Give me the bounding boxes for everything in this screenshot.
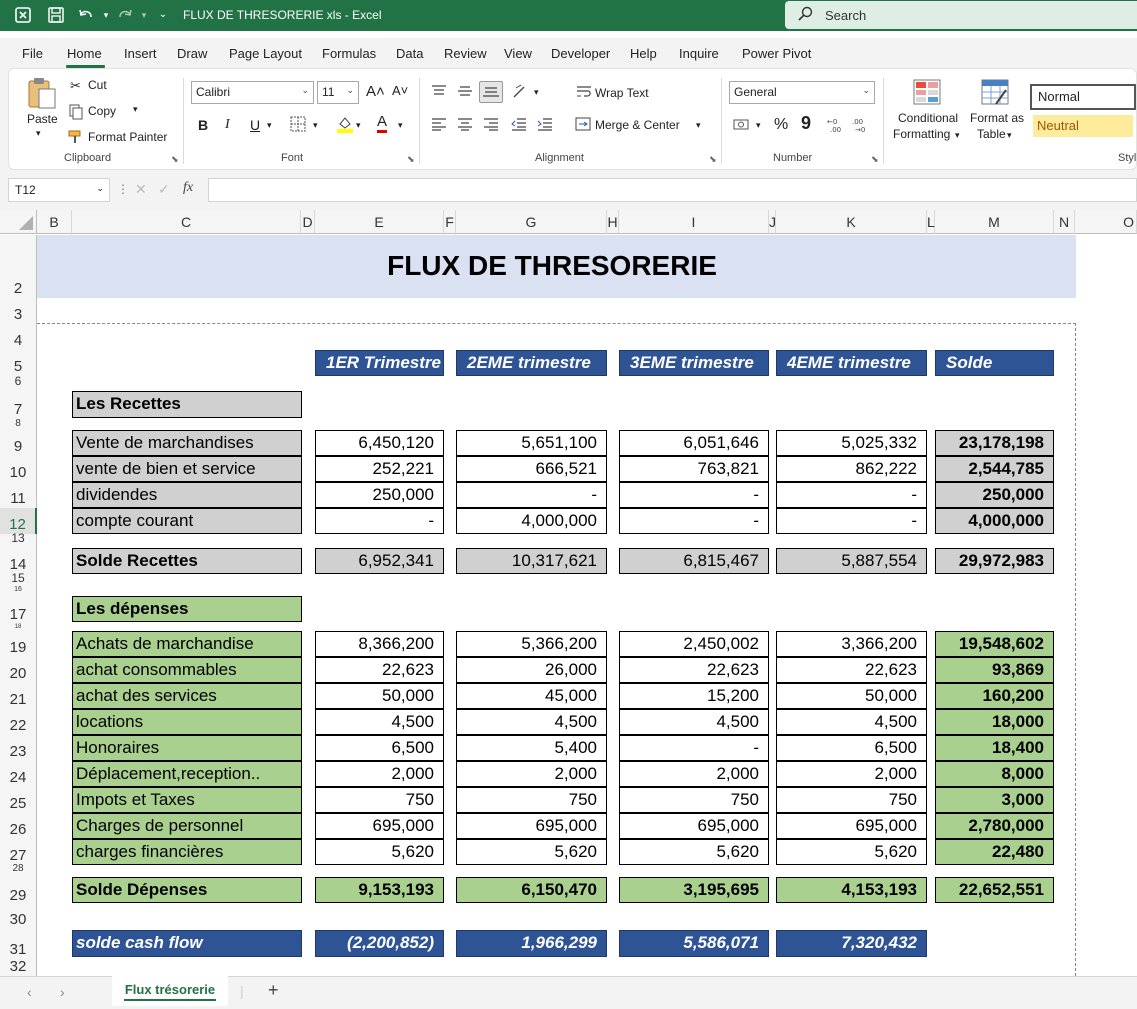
depense-q3[interactable]: 695,000 [619, 813, 769, 839]
depense-label[interactable]: Honoraires [72, 735, 302, 761]
title-bar [0, 0, 1137, 31]
tab-divider: | [240, 983, 244, 999]
borders-dropdown-icon[interactable]: ▾ [313, 120, 318, 130]
depense-label[interactable]: Déplacement,reception.. [72, 761, 302, 787]
depense-q4[interactable]: 22,623 [776, 657, 927, 683]
depense-solde[interactable]: 22,480 [935, 839, 1054, 865]
row-header[interactable]: 25 [0, 787, 37, 813]
number-format-value: General [734, 85, 777, 99]
depense-q1[interactable]: 695,000 [315, 813, 444, 839]
search-icon [797, 6, 813, 25]
recette-q2[interactable]: 4,000,000 [456, 508, 607, 534]
depense-solde[interactable]: 93,869 [935, 657, 1054, 683]
depense-q4[interactable]: 2,000 [776, 761, 927, 787]
font-name-value: Calibri [196, 85, 231, 99]
cash-flow-q1[interactable]: (2,200,852) [315, 930, 444, 957]
svg-text:.00: .00 [830, 126, 842, 134]
borders-icon[interactable] [290, 116, 306, 135]
save-icon[interactable] [47, 6, 65, 24]
cut-button[interactable]: Cut [88, 78, 107, 92]
solde-recettes-q2[interactable]: 10,317,621 [456, 548, 607, 574]
recette-q4[interactable]: - [776, 482, 927, 508]
active-sheet-indicator [124, 999, 216, 1001]
column-header-j[interactable]: J [769, 210, 776, 234]
row-header[interactable]: 27 [0, 839, 37, 865]
chevron-down-icon: ⌄ [346, 85, 354, 95]
copy-icon[interactable] [68, 104, 84, 123]
depense-q3[interactable]: 4,500 [619, 709, 769, 735]
recette-q3[interactable]: 6,051,646 [619, 430, 769, 456]
fill-color-dropdown-icon[interactable]: ▾ [356, 120, 361, 130]
depense-q2[interactable]: 750 [456, 787, 607, 813]
depense-q1[interactable]: 5,620 [315, 839, 444, 865]
recette-label[interactable]: compte courant [72, 508, 302, 534]
solde-depenses-label[interactable]: Solde Dépenses [72, 877, 302, 903]
row-header[interactable]: 14 [0, 546, 37, 574]
wrap-text-button[interactable]: Wrap Text [595, 86, 649, 100]
row-header[interactable]: 10 [0, 456, 37, 482]
recette-label[interactable]: vente de bien et service [72, 456, 302, 482]
excel-logo-icon [14, 6, 32, 24]
recette-q1[interactable]: 252,221 [315, 456, 444, 482]
clipboard-launcher-icon[interactable]: ⬊ [171, 154, 179, 164]
format-painter-icon[interactable] [68, 130, 84, 147]
clipboard-group-label: Clipboard [64, 152, 112, 164]
column-header-n[interactable]: N [1054, 210, 1075, 234]
paste-label[interactable]: Paste [27, 112, 58, 126]
menu-power-pivot[interactable]: Power Pivot [742, 46, 812, 61]
cash-flow-q2[interactable]: 1,966,299 [456, 930, 607, 957]
depense-solde[interactable]: 3,000 [935, 787, 1054, 813]
redo-icon[interactable] [116, 6, 134, 24]
column-header-d[interactable]: D [301, 210, 315, 234]
paste-dropdown-icon[interactable]: ▾ [36, 128, 41, 138]
depense-q3[interactable]: 2,450,002 [619, 631, 769, 657]
grow-font-button[interactable]: A˄ [366, 83, 385, 100]
column-header-b[interactable]: B [37, 210, 72, 234]
row-header[interactable]: 15 [0, 574, 37, 586]
column-header-h[interactable]: H [607, 210, 619, 234]
column-header-k[interactable]: K [776, 210, 927, 234]
depense-q1[interactable]: 750 [315, 787, 444, 813]
recette-q1[interactable]: - [315, 508, 444, 534]
row-header[interactable]: 17 [0, 594, 37, 624]
accounting-format-icon[interactable] [733, 117, 751, 134]
row-header[interactable]: 16 [0, 586, 37, 594]
name-box-value: T12 [15, 183, 36, 197]
chevron-down-icon: ⌄ [862, 85, 870, 95]
align-bottom-icon[interactable] [479, 81, 503, 103]
previous-sheet-icon[interactable]: ‹ [27, 984, 32, 1000]
format-as-table-label-2[interactable]: Table [977, 127, 1006, 141]
menu-view[interactable]: View [504, 46, 532, 61]
search-placeholder: Search [825, 8, 867, 23]
row-header[interactable]: 13 [0, 534, 37, 546]
page-break-line [37, 323, 1076, 324]
cash-flow-q3[interactable]: 5,586,071 [619, 930, 769, 957]
menu-inquire[interactable]: Inquire [679, 46, 719, 61]
ribbon-separator [183, 78, 184, 164]
align-right-icon[interactable] [483, 117, 499, 134]
solde-recettes-total[interactable]: 29,972,983 [935, 548, 1054, 574]
row-header[interactable]: 23 [0, 735, 37, 761]
recette-q2[interactable]: 5,651,100 [456, 430, 607, 456]
row-header[interactable]: 9 [0, 430, 37, 456]
depense-q2[interactable]: 26,000 [456, 657, 607, 683]
conditional-formatting-icon[interactable] [912, 78, 942, 109]
svg-text:→0: →0 [855, 126, 866, 134]
recette-q2[interactable]: 666,521 [456, 456, 607, 482]
row-header[interactable]: 8 [0, 419, 37, 430]
depense-q1[interactable]: 22,623 [315, 657, 444, 683]
name-box[interactable] [8, 178, 110, 202]
depense-q1[interactable]: 50,000 [315, 683, 444, 709]
row-header[interactable]: 6 [0, 376, 37, 389]
depense-q1[interactable]: 6,500 [315, 735, 444, 761]
recette-solde[interactable]: 2,544,785 [935, 456, 1054, 482]
row-header[interactable]: 4 [0, 324, 37, 350]
cash-flow-q4[interactable]: 7,320,432 [776, 930, 927, 957]
font-color-dropdown-icon[interactable]: ▾ [398, 120, 403, 130]
next-sheet-icon[interactable]: › [60, 984, 65, 1000]
recette-q2[interactable]: - [456, 482, 607, 508]
merge-center-button[interactable]: Merge & Center [595, 118, 680, 132]
depense-label[interactable]: achat des services [72, 683, 302, 709]
sheet-tab-label: Flux trésorerie [124, 982, 216, 997]
column-header-f[interactable]: F [444, 210, 456, 234]
depense-q3[interactable]: 5,620 [619, 839, 769, 865]
recette-label[interactable]: dividendes [72, 482, 302, 508]
conditional-formatting-dropdown-icon[interactable]: ▾ [955, 130, 960, 140]
menu-data[interactable]: Data [396, 46, 424, 61]
solde-recettes-q4[interactable]: 5,887,554 [776, 548, 927, 574]
recettes-title[interactable]: Les Recettes [72, 391, 302, 418]
column-header-m[interactable]: M [935, 210, 1054, 234]
depense-solde[interactable]: 19,548,602 [935, 631, 1054, 657]
align-middle-icon[interactable] [457, 84, 473, 101]
number-group-label: Number [773, 152, 813, 164]
depense-solde[interactable]: 2,780,000 [935, 813, 1054, 839]
svg-text:.00: .00 [852, 118, 864, 126]
depense-q4[interactable]: 695,000 [776, 813, 927, 839]
depense-solde[interactable]: 18,400 [935, 735, 1054, 761]
depense-label[interactable]: Charges de personnel [72, 813, 302, 839]
cancel-icon[interactable]: ✕ [135, 181, 147, 197]
font-size-select[interactable] [317, 81, 359, 104]
solde-recettes-q3[interactable]: 6,815,467 [619, 548, 769, 574]
solde-depenses-q2[interactable]: 6,150,470 [456, 877, 607, 903]
conditional-formatting-label-2[interactable]: Formatting [893, 127, 951, 141]
format-painter-button[interactable]: Format Painter [88, 130, 168, 144]
row-header-active[interactable]: 12 [0, 508, 37, 534]
ribbon-separator [419, 78, 420, 164]
conditional-formatting-label-1[interactable]: Conditional [898, 111, 959, 125]
add-sheet-button[interactable]: + [268, 980, 279, 1000]
orientation-dropdown-icon[interactable]: ▾ [534, 87, 539, 97]
format-as-table-icon[interactable] [980, 78, 1010, 109]
align-left-icon[interactable] [431, 117, 447, 134]
solde-depenses-q3[interactable]: 3,195,695 [619, 877, 769, 903]
font-size-value: 11 [322, 85, 335, 99]
depenses-title[interactable]: Les dépenses [72, 596, 302, 622]
depense-solde[interactable]: 18,000 [935, 709, 1054, 735]
row-header[interactable]: 28 [0, 865, 37, 875]
depense-q4[interactable]: 5,620 [776, 839, 927, 865]
column-header-l[interactable]: L [927, 210, 935, 234]
solde-recettes-label[interactable]: Solde Recettes [72, 548, 302, 574]
orientation-icon[interactable] [512, 83, 530, 102]
menu-developer[interactable]: Developer [551, 46, 611, 61]
depense-q1[interactable]: 8,366,200 [315, 631, 444, 657]
font-name-select[interactable] [191, 81, 314, 104]
increase-decimal-icon[interactable] [826, 116, 846, 137]
column-header-e[interactable]: E [315, 210, 444, 234]
depense-label[interactable]: charges financières [72, 839, 302, 865]
header-solde[interactable]: Solde [935, 350, 1054, 376]
menu-help[interactable]: Help [630, 46, 657, 61]
recette-q4[interactable]: 862,222 [776, 456, 927, 482]
recette-label[interactable]: Vente de marchandises [72, 430, 302, 456]
svg-text:←0: ←0 [827, 118, 838, 126]
column-header-c[interactable]: C [72, 210, 301, 234]
recette-q3[interactable]: - [619, 482, 769, 508]
paste-icon[interactable] [26, 76, 58, 110]
font-group-label: Font [281, 152, 304, 164]
depense-label[interactable]: locations [72, 709, 302, 735]
depense-q2[interactable]: 695,000 [456, 813, 607, 839]
row-header[interactable]: 2 [0, 235, 37, 298]
depense-q2[interactable]: 5,366,200 [456, 631, 607, 657]
column-header-i[interactable]: I [619, 210, 769, 234]
customize-toolbar-icon[interactable]: ⌄ [158, 9, 168, 20]
solde-depenses-q4[interactable]: 4,153,193 [776, 877, 927, 903]
row-header[interactable]: 3 [0, 298, 37, 324]
depense-q3[interactable]: 22,623 [619, 657, 769, 683]
document-title: FLUX DE THRESORERIE xls - Excel [183, 8, 382, 22]
row-header[interactable]: 30 [0, 905, 37, 929]
column-header-o[interactable]: O [1075, 210, 1137, 234]
ribbon-separator [883, 78, 884, 164]
styles-group-label: Styl [1118, 152, 1137, 164]
number-format-select[interactable] [729, 81, 875, 104]
depense-q1[interactable]: 2,000 [315, 761, 444, 787]
undo-dropdown-icon[interactable]: ▾ [103, 10, 109, 20]
font-launcher-icon[interactable]: ⬊ [407, 154, 415, 164]
sheet-title[interactable]: FLUX DE THRESORERIE [387, 250, 717, 281]
comma-style-button[interactable]: 9 [801, 113, 812, 133]
row-header[interactable]: 26 [0, 813, 37, 839]
decrease-indent-icon[interactable] [511, 117, 527, 134]
undo-icon[interactable] [77, 6, 95, 24]
depense-label[interactable]: Achats de marchandise [72, 631, 302, 657]
depense-q2[interactable]: 2,000 [456, 761, 607, 787]
depense-solde[interactable]: 8,000 [935, 761, 1054, 787]
menu-file[interactable]: File [22, 46, 43, 61]
row-header[interactable]: 5 [0, 350, 37, 376]
select-all-corner[interactable] [0, 210, 37, 234]
depense-q2[interactable]: 4,500 [456, 709, 607, 735]
recette-solde[interactable]: 4,000,000 [935, 508, 1054, 534]
recette-q1[interactable]: 6,450,120 [315, 430, 444, 456]
menu-page-layout[interactable]: Page Layout [229, 46, 303, 61]
row-header[interactable]: 22 [0, 709, 37, 735]
depense-label[interactable]: achat consommables [72, 657, 302, 683]
menu-review[interactable]: Review [444, 46, 487, 61]
insert-function-icon[interactable]: fx [183, 180, 194, 195]
redo-dropdown-icon[interactable]: ▾ [141, 10, 147, 20]
recette-solde[interactable]: 250,000 [935, 482, 1054, 508]
decrease-decimal-icon[interactable] [851, 116, 871, 137]
search-box[interactable] [785, 1, 1137, 29]
header-q3[interactable]: 3EME trimestre [619, 350, 769, 376]
page-break-line [1075, 323, 1076, 976]
copy-button[interactable]: Copy [88, 104, 117, 118]
align-center-icon[interactable] [457, 117, 473, 134]
depense-q3[interactable]: - [619, 735, 769, 761]
depense-q1[interactable]: 4,500 [315, 709, 444, 735]
alignment-launcher-icon[interactable]: ⬊ [709, 154, 717, 164]
recette-q4[interactable]: - [776, 508, 927, 534]
depense-q4[interactable]: 50,000 [776, 683, 927, 709]
recette-q1[interactable]: 250,000 [315, 482, 444, 508]
menu-bar [0, 38, 1137, 68]
ribbon-separator [721, 78, 722, 164]
header-q4[interactable]: 4EME trimestre [776, 350, 927, 376]
format-as-table-label-1[interactable]: Format as [970, 111, 1025, 125]
formula-input[interactable] [208, 178, 1137, 202]
menu-home[interactable]: Home [67, 46, 102, 61]
solde-depenses-total[interactable]: 22,652,551 [935, 877, 1054, 903]
row-header[interactable]: 20 [0, 657, 37, 683]
font-color-button[interactable]: A [377, 114, 387, 133]
alignment-group-label: Alignment [535, 152, 584, 164]
row-header[interactable]: 24 [0, 761, 37, 787]
solde-recettes-q1[interactable]: 6,952,341 [315, 548, 444, 574]
recette-q3[interactable]: 763,821 [619, 456, 769, 482]
chevron-down-icon: ⌄ [301, 85, 309, 95]
enter-icon[interactable]: ✓ [158, 181, 170, 197]
recette-q4[interactable]: 5,025,332 [776, 430, 927, 456]
sheet-tab-flux-tresorerie[interactable] [112, 976, 228, 1006]
menu-formulas[interactable]: Formulas [322, 46, 377, 61]
row-header[interactable]: 18 [0, 624, 37, 631]
italic-button[interactable]: I [225, 117, 230, 132]
depense-q2[interactable]: 5,620 [456, 839, 607, 865]
shrink-font-button[interactable]: A˅ [392, 83, 409, 98]
copy-dropdown-icon[interactable]: ▾ [133, 104, 138, 114]
depense-q4[interactable]: 6,500 [776, 735, 927, 761]
recette-solde[interactable]: 23,178,198 [935, 430, 1054, 456]
row-header[interactable]: 29 [0, 875, 37, 905]
depense-q4[interactable]: 750 [776, 787, 927, 813]
row-header[interactable]: 21 [0, 683, 37, 709]
cell-style-normal[interactable]: Normal [1030, 84, 1136, 110]
header-q2[interactable]: 2EME trimestre [456, 350, 607, 376]
percent-button[interactable]: % [774, 116, 789, 133]
wrap-text-icon[interactable] [576, 85, 592, 102]
depense-q3[interactable]: 15,200 [619, 683, 769, 709]
cell-style-neutral[interactable]: Neutral [1033, 115, 1133, 137]
format-as-table-dropdown-icon[interactable]: ▾ [1007, 130, 1012, 140]
row-header[interactable]: 19 [0, 631, 37, 657]
cash-flow-label[interactable]: solde cash flow [72, 930, 302, 957]
depense-q2[interactable]: 5,400 [456, 735, 607, 761]
header-q1[interactable]: 1ER Trimestre [315, 350, 444, 376]
depense-label[interactable]: Impots et Taxes [72, 787, 302, 813]
row-header[interactable]: 32 [0, 959, 37, 976]
merge-dropdown-icon[interactable]: ▾ [696, 120, 701, 130]
solde-depenses-q1[interactable]: 9,153,193 [315, 877, 444, 903]
cut-icon[interactable]: ✂ [70, 78, 81, 93]
row-header[interactable]: 11 [0, 482, 37, 508]
number-launcher-icon[interactable]: ⬊ [871, 154, 879, 164]
depense-q4[interactable]: 4,500 [776, 709, 927, 735]
fill-color-icon[interactable] [336, 115, 354, 136]
recette-q3[interactable]: - [619, 508, 769, 534]
row-header[interactable]: 7 [0, 389, 37, 419]
depense-q2[interactable]: 45,000 [456, 683, 607, 709]
merge-center-icon[interactable] [575, 117, 591, 134]
align-top-icon[interactable] [431, 84, 447, 101]
menu-insert[interactable]: Insert [124, 46, 157, 61]
depense-q3[interactable]: 750 [619, 787, 769, 813]
depense-solde[interactable]: 160,200 [935, 683, 1054, 709]
increase-indent-icon[interactable] [537, 117, 553, 134]
underline-button[interactable]: U [250, 117, 261, 133]
depense-q3[interactable]: 2,000 [619, 761, 769, 787]
depense-q4[interactable]: 3,366,200 [776, 631, 927, 657]
menu-draw[interactable]: Draw [177, 46, 208, 61]
more-options-icon[interactable]: ⋮ [117, 182, 129, 196]
column-header-g[interactable]: G [456, 210, 607, 234]
row-header[interactable]: 31 [0, 929, 37, 959]
chevron-down-icon: ⌄ [96, 183, 104, 193]
underline-dropdown-icon[interactable]: ▾ [267, 120, 272, 130]
bold-button[interactable]: B [198, 117, 209, 133]
accounting-dropdown-icon[interactable]: ▾ [756, 120, 761, 130]
